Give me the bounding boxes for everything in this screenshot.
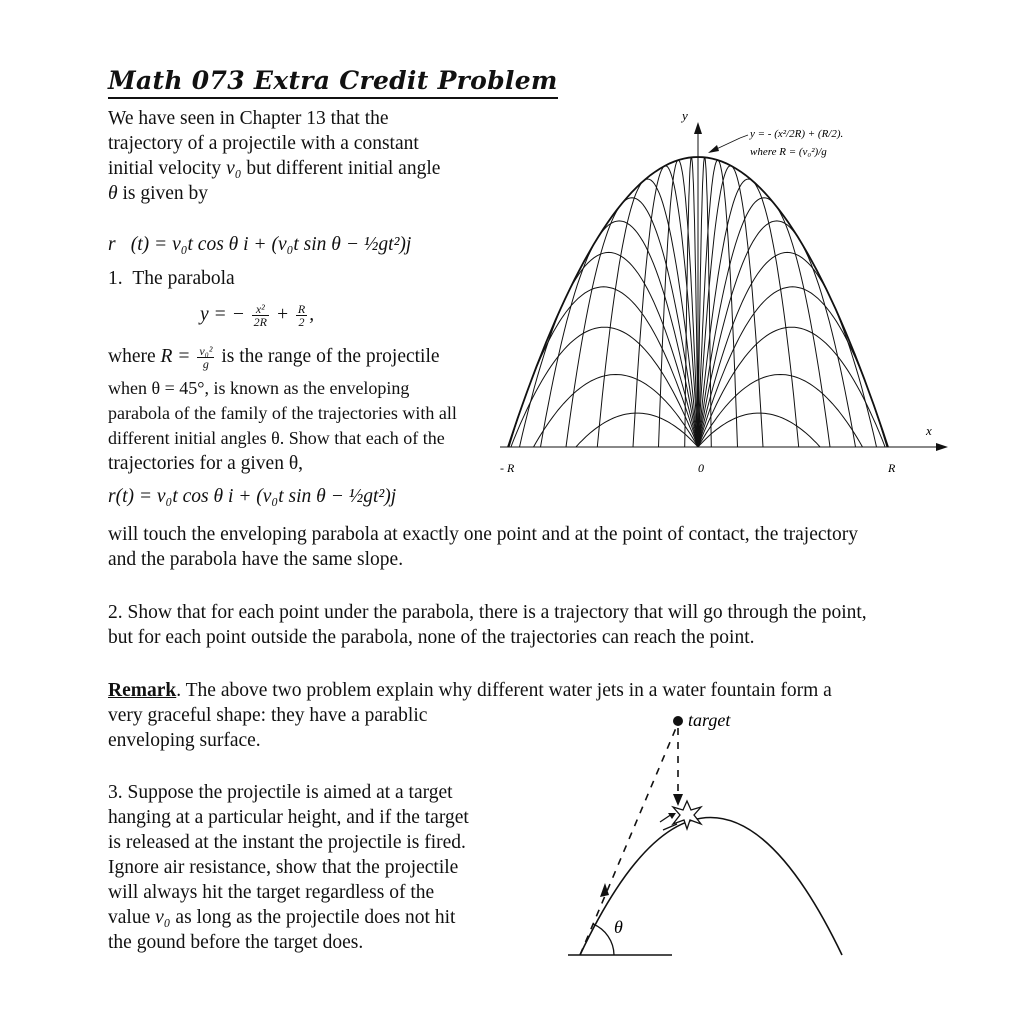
trajectory-envelope-figure [490, 100, 960, 480]
trajectory-curve [534, 375, 699, 448]
item1-line: different initial angles θ. Show that each of the [108, 428, 445, 448]
item1-paragraph [108, 344, 508, 370]
remark-line: very graceful shape: they have a parablic [108, 705, 428, 726]
x-axis-label: x [926, 423, 932, 438]
remark-label: Remark [108, 680, 177, 701]
fall-arrow [673, 794, 683, 806]
aim-line [580, 728, 676, 955]
intro-line: initial velocity v₀ but different initial angle [108, 158, 441, 179]
item3-line: value v₀ as long as the projectile does not hit [108, 907, 456, 928]
target-label: target [688, 710, 731, 730]
item1-line: will touch the enveloping parabola at exactly one point and at the point of contact, the trajectory [108, 524, 858, 545]
vector-equation: r⃗(t) = v₀t cos θ i + (v₀t sin θ − ½gt²)j [108, 234, 412, 255]
target-dot [673, 716, 683, 726]
item3-line: hanging at a particular height, and if the target [108, 807, 469, 828]
item3-line: 3. Suppose the projectile is aimed at a target [108, 782, 453, 803]
item1-line: when θ = 45°, is known as the enveloping [108, 378, 410, 398]
item1-line: parabola of the family of the trajectories with all [108, 403, 457, 423]
intro-paragraph [108, 106, 498, 206]
intro-line: We have seen in Chapter 13 that the [108, 108, 389, 129]
trajectory-curve [698, 375, 863, 448]
y-axis-arrow [694, 122, 702, 134]
angle-arc [593, 924, 614, 955]
annotation-pointer [740, 135, 748, 138]
collision-burst [673, 801, 701, 829]
item2-line: 2. Show that for each point under the parabola, there is a trajectory that will go through the point, [108, 602, 867, 623]
item1-body [108, 376, 508, 476]
item3-line: will always hit the target regardless of the [108, 882, 435, 903]
item1-where-line: where R = $\frac{\text{v₀²}}{g}$ is the range of the projectile [108, 344, 440, 372]
remark-line: Remark. The above two problem explain why different water jets in a water fountain form a [108, 680, 832, 701]
item2-line: but for each point outside the parabola, none of the trajectories can reach the point. [108, 627, 755, 648]
annotation-equation: y = - (x²/2R) + (R/2). [750, 128, 844, 140]
x-axis-arrow [936, 443, 948, 451]
remark-line: enveloping surface. [108, 730, 261, 751]
tick-r: R [888, 461, 896, 475]
trajectory-curve [698, 198, 830, 447]
tick-neg-r: - R [500, 461, 515, 475]
item1-conclusion [108, 522, 928, 572]
item3-line: the gound before the target does. [108, 932, 364, 953]
intro-line: θ is given by [108, 183, 209, 204]
angle-label: θ [614, 917, 623, 937]
page-title: Math 073 Extra Credit Problem [108, 66, 558, 99]
parabola-equation: y = − $\frac{\text{x²}}{2R}$ + $\frac{R}{2}$ , [200, 302, 315, 330]
item1-line: and the parabola have the same slope. [108, 549, 404, 570]
trajectory-curve [566, 198, 698, 447]
trajectory-curve [698, 252, 877, 447]
y-axis-label: y [682, 108, 688, 123]
annotation-where: where R = (v₀²)/g [750, 146, 827, 158]
trajectory-curve [520, 252, 699, 447]
item2-paragraph [108, 600, 938, 650]
intro-line: trajectory of a projectile with a constant [108, 133, 419, 154]
item1-lead: 1. The parabola [108, 268, 235, 289]
item3-line: is released at the instant the projectile is fired. [108, 832, 466, 853]
item3-paragraph [108, 780, 508, 955]
annotation-arrow [708, 145, 719, 153]
tick-zero: 0 [698, 461, 704, 475]
item3-line: Ignore air resistance, show that the projectile [108, 857, 459, 878]
item1-line: trajectories for a given θ, [108, 453, 304, 474]
target-figure [560, 700, 860, 965]
trajectory-equation: r(t) = v₀t cos θ i + (v₀t sin θ − ½gt²)j [108, 486, 397, 507]
